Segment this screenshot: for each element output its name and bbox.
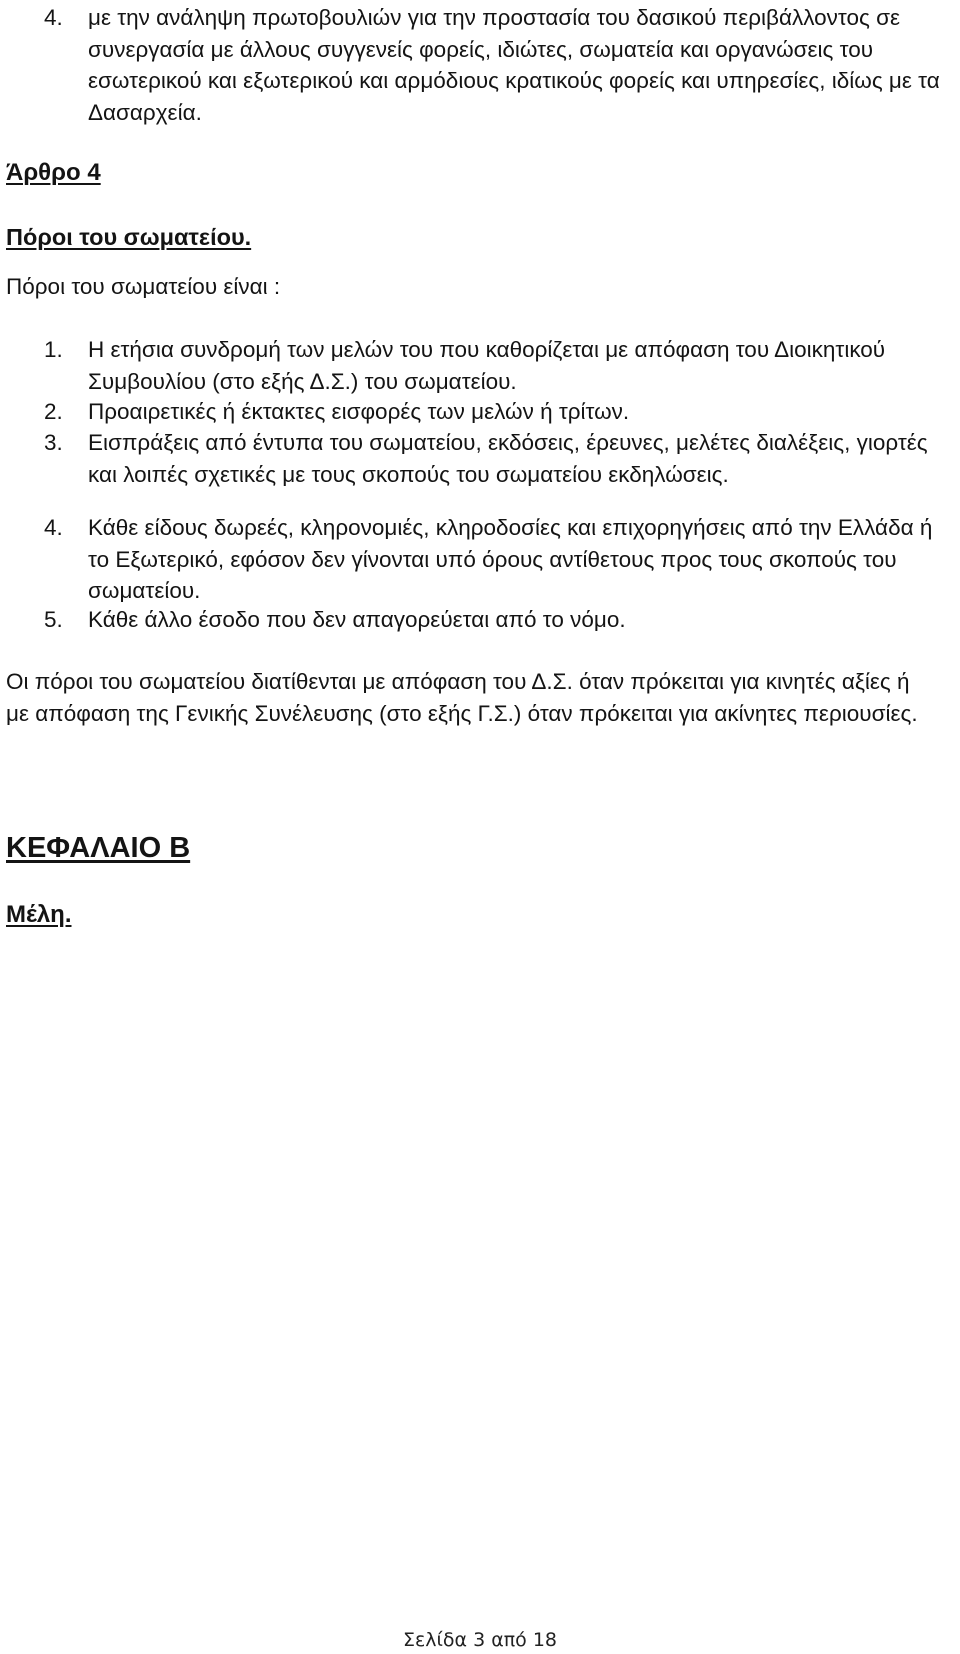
list-item-number: 4.: [44, 515, 63, 540]
list-item: [44, 396, 956, 428]
list-item-text: με την ανάληψη πρωτοβουλιών για την προστασία του δασικού περιβάλλοντος σε συνεργασία με άλλους συγγενείς φορείς, ιδιώτες, σωματεία και οργανώσεις του εσωτερικού και εξωτερικού και αρμόδιους κρατικούς φορείς και υπηρεσίες, ιδίως με τα Δασαρχεία.: [88, 5, 940, 125]
list-item-text: Κάθε είδους δωρεές, κληρονομιές, κληροδοσίες και επιχορηγήσεις από την Ελλάδα ή το Εξωτερικό, εφόσον δεν γίνονται υπό όρους αντίθετους προς τους σκοπούς του σωματείου.: [88, 515, 933, 603]
list-item-number: 2.: [44, 399, 63, 424]
list-item-number: 5.: [44, 607, 63, 632]
intro-text: Πόροι του σωματείου είναι :: [6, 274, 281, 299]
list-item: [44, 2, 956, 128]
list-item-text: Η ετήσια συνδρομή των μελών του που καθορίζεται με απόφαση του Διοικητικού Συμβουλίου (στο εξής Δ.Σ.) του σωματείου.: [88, 337, 886, 394]
list-item-text: Εισπράξεις από έντυπα του σωματείου, εκδόσεις, έρευνες, μελέτες διαλέξεις, γιορτές και λοιπές σχετικές με τους σκοπούς του σωματείου εκδηλώσεις.: [88, 430, 928, 487]
list-item: [44, 604, 956, 636]
list-item-number: 3.: [44, 430, 63, 455]
page-number-footer: Σελίδα 3 από 18: [402, 1629, 558, 1651]
list-item: [44, 334, 956, 397]
closing-paragraph: Οι πόροι του σωματείου διατίθενται με απόφαση του Δ.Σ. όταν πρόκειται για κινητές αξίες ή με απόφαση της Γενικής Συνέλευσης (στο εξής Γ.Σ.) όταν πρόκειται για ακίνητες περιουσίες.: [6, 669, 918, 726]
article-heading: Άρθρο 4: [6, 159, 101, 186]
chapter-heading: ΚΕΦΑΛΑΙΟ Β: [6, 832, 191, 864]
list-item-number: 4.: [44, 5, 63, 30]
list-item: [44, 427, 956, 490]
list-item-text: Προαιρετικές ή έκτακτες εισφορές των μελών ή τρίτων.: [88, 399, 630, 424]
members-heading: Μέλη.: [6, 901, 72, 928]
list-item-number: 1.: [44, 337, 63, 362]
list-item: [44, 512, 956, 607]
list-item-text: Κάθε άλλο έσοδο που δεν απαγορεύεται από το νόμο.: [88, 607, 626, 632]
section-heading: Πόροι του σωματείου.: [6, 224, 252, 250]
